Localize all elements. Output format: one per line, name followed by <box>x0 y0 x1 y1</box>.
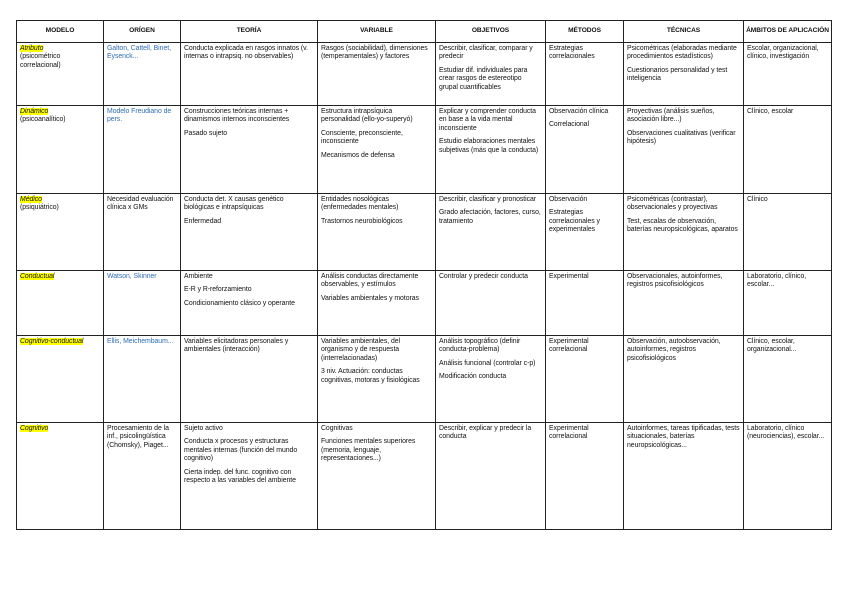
cell-ambitos <box>744 106 832 194</box>
cell-objetivos <box>436 336 546 423</box>
cell-metodos <box>546 194 624 271</box>
tecnicas-paragraph: Observacionales, autoinformes, registros psicofisiológicos <box>627 273 723 289</box>
objetivos-paragraph: Describir, clasificar, comparar y predecir <box>439 45 533 61</box>
cell-metodos <box>546 43 624 106</box>
cell-ambitos <box>744 336 832 423</box>
objetivos-paragraph: Describir, clasificar y pronosticar <box>439 196 537 203</box>
cell-modelo <box>17 194 104 271</box>
teoria-paragraph: Enfermedad <box>184 217 222 225</box>
model-name: Conductual <box>20 273 55 280</box>
cell-origen <box>104 423 181 530</box>
cell-ambitos <box>744 271 832 336</box>
cell-teoria <box>181 43 318 106</box>
variable-paragraph: Entidades nosológicas (enfermedades mentales) <box>321 196 399 212</box>
cell-variable <box>318 336 436 423</box>
tecnicas-paragraph: Cuestionarios personalidad y test inteligencia <box>627 66 728 83</box>
cell-teoria <box>181 194 318 271</box>
model-name: Cognitivo <box>20 425 49 432</box>
table-row <box>17 194 832 271</box>
cell-origen <box>104 336 181 423</box>
column-header-ambitos: ÁMBITOS DE APLICACIÓN <box>744 21 832 43</box>
cell-teoria <box>181 271 318 336</box>
cell-tecnicas <box>624 423 744 530</box>
cell-teoria <box>181 336 318 423</box>
teoria-paragraph: Pasado sujeto <box>184 129 228 137</box>
tecnicas-paragraph: Psicométricas (contrastar), observacionales y proyectivas <box>627 196 718 212</box>
cell-metodos <box>546 423 624 530</box>
model-subtitle: (psiquiátrico) <box>20 204 59 212</box>
model-name: Dinámico <box>20 108 49 115</box>
variable-paragraph: Trastornos neurobiológicos <box>321 217 403 225</box>
cell-modelo <box>17 106 104 194</box>
variable-paragraph: Estructura intrapsíquica personalidad (ello-yo-superyó) <box>321 108 413 124</box>
origin-text: Procesamiento de la inf., psicolingüística (Chomsky), Piaget... <box>107 425 169 449</box>
objetivos-paragraph: Describir, explicar y predecir la conducta <box>439 425 532 441</box>
cell-tecnicas <box>624 271 744 336</box>
ambitos-paragraph: Clínico <box>747 196 768 203</box>
table-header <box>17 21 832 43</box>
cell-metodos <box>546 106 624 194</box>
cell-variable <box>318 106 436 194</box>
column-header-origen: ORÍGEN <box>104 21 181 43</box>
model-name: Cognitivo-conductual <box>20 338 84 345</box>
variable-paragraph: Mecanismos de defensa <box>321 151 395 159</box>
objetivos-paragraph: Explicar y comprender conducta en base a la vida mental inconsciente <box>439 108 536 132</box>
variable-paragraph: Variables ambientales y motoras <box>321 294 419 302</box>
model-name: Atributo <box>20 45 44 52</box>
cell-origen <box>104 271 181 336</box>
origin-text: Ellis, Meichembaum... <box>107 338 174 345</box>
cell-origen <box>104 43 181 106</box>
cell-objetivos <box>436 106 546 194</box>
table-row <box>17 271 832 336</box>
ambitos-paragraph: Clínico, escolar, organizacional... <box>747 338 797 354</box>
cell-modelo <box>17 271 104 336</box>
cell-metodos <box>546 271 624 336</box>
column-header-tecnicas: TÉCNICAS <box>624 21 744 43</box>
variable-paragraph: Variables ambientales, del organismo y de respuesta (interrelacionadas) <box>321 338 401 362</box>
variable-paragraph: Cognitivas <box>321 425 353 432</box>
cell-tecnicas <box>624 43 744 106</box>
ambitos-paragraph: Laboratorio, clínico (neurociencias), escolar... <box>747 425 825 441</box>
table-row <box>17 43 832 106</box>
teoria-paragraph: Variables elicitadoras personales y ambientales (interacción) <box>184 338 289 354</box>
cell-teoria <box>181 106 318 194</box>
cell-variable <box>318 423 436 530</box>
table-body <box>17 43 832 530</box>
origin-text: Galton, Cattell, Binet, Eysenck... <box>107 45 171 61</box>
metodos-paragraph: Observación <box>549 196 588 203</box>
objetivos-paragraph: Estudiar dif. individuales para crear rasgos de estereotipo grupal cuantificables <box>439 66 528 91</box>
tecnicas-paragraph: Autoinformes, tareas tipificadas, tests situacionales, baterías neuropsicológicas... <box>627 425 740 449</box>
cell-variable <box>318 194 436 271</box>
tecnicas-paragraph: Psicométricas (elaboradas mediante procedimientos estadísticos) <box>627 45 737 61</box>
ambitos-paragraph: Laboratorio, clínico, escolar... <box>747 273 807 289</box>
cell-origen <box>104 194 181 271</box>
metodos-paragraph: Experimental correlacional <box>549 425 589 441</box>
cell-modelo <box>17 336 104 423</box>
cell-teoria <box>181 423 318 530</box>
models-table <box>16 20 832 530</box>
objetivos-paragraph: Análisis topográfico (definir conducta-problema) <box>439 338 521 354</box>
cell-tecnicas <box>624 106 744 194</box>
table-row <box>17 106 832 194</box>
tecnicas-paragraph: Proyectivas (análisis sueños, asociación libre...) <box>627 108 715 124</box>
model-name: Médico <box>20 196 42 203</box>
objetivos-paragraph: Grado afectación, factores, curso, tratamiento <box>439 209 541 225</box>
variable-paragraph: Consciente, preconsciente, inconsciente <box>321 129 403 146</box>
teoria-paragraph: Sujeto activo <box>184 425 223 432</box>
tecnicas-paragraph: Observaciones cualitativas (verificar hipótesis) <box>627 129 736 146</box>
variable-paragraph: Funciones mentales superiores (memoria, lenguaje, representaciones...) <box>321 438 416 463</box>
table-row <box>17 336 832 423</box>
metodos-paragraph: Estrategias correlacionales y experimentales <box>549 209 600 234</box>
column-header-objetivos: OBJETIVOS <box>436 21 546 43</box>
cell-objetivos <box>436 43 546 106</box>
metodos-paragraph: Experimental correlacional <box>549 338 589 354</box>
tecnicas-paragraph: Observación, autoobservación, autoinformes, registros psicofisiológicos <box>627 338 721 362</box>
model-subtitle: (psicoanalítico) <box>20 116 66 124</box>
variable-paragraph: 3 niv. Actuación: conductas cognitivas, motoras y fisiológicas <box>321 368 420 384</box>
objetivos-paragraph: Modificación conducta <box>439 373 507 381</box>
column-header-variable: VARIABLE <box>318 21 436 43</box>
cell-tecnicas <box>624 194 744 271</box>
ambitos-paragraph: Escolar, organizacional, clínico, investigación <box>747 45 819 61</box>
cell-objetivos <box>436 271 546 336</box>
cell-origen <box>104 106 181 194</box>
teoria-paragraph: Ambiente <box>184 273 213 280</box>
column-header-teoria: TEORÍA <box>181 21 318 43</box>
teoria-paragraph: Conducta explicada en rasgos innatos (v. internas o intrapsiq. no observables) <box>184 45 308 61</box>
cell-tecnicas <box>624 336 744 423</box>
teoria-paragraph: Conducta det. X causas genético biológicas e intrapsíquicas <box>184 196 284 212</box>
cell-objetivos <box>436 194 546 271</box>
teoria-paragraph: Condicionamiento clásico y operante <box>184 299 295 307</box>
origin-text: Watson, Skinner <box>107 273 157 280</box>
cell-modelo <box>17 43 104 106</box>
teoria-paragraph: Construcciones teóricas internas + dinamismos internos inconscientes <box>184 108 290 124</box>
teoria-paragraph: E-R y R-reforzamiento <box>184 286 252 294</box>
variable-paragraph: Análisis conductas directamente observables, y estímulos <box>321 273 419 289</box>
cell-variable <box>318 43 436 106</box>
cell-modelo <box>17 423 104 530</box>
teoria-paragraph: Conducta x procesos y estructuras mentales internas (función del mundo cognitivo) <box>184 438 298 463</box>
cell-ambitos <box>744 43 832 106</box>
objetivos-paragraph: Estudio elaboraciones mentales subjetivas (más que la conducta) <box>439 138 539 154</box>
cell-objetivos <box>436 423 546 530</box>
model-subtitle: (psicométrico correlacional) <box>20 53 61 69</box>
table-row <box>17 423 832 530</box>
cell-ambitos <box>744 194 832 271</box>
ambitos-paragraph: Clínico, escolar <box>747 108 794 115</box>
objetivos-paragraph: Análisis funcional (controlar c-p) <box>439 359 536 367</box>
metodos-paragraph: Experimental <box>549 273 589 280</box>
metodos-paragraph: Correlacional <box>549 121 589 129</box>
column-header-modelo: MODELO <box>17 21 104 43</box>
tecnicas-paragraph: Test, escalas de observación, baterías neuropsicológicas, aparatos <box>627 217 738 234</box>
variable-paragraph: Rasgos (sociabilidad), dimensiones (temperamentales) y factores <box>321 45 428 61</box>
cell-ambitos <box>744 423 832 530</box>
cell-metodos <box>546 336 624 423</box>
origin-text: Modelo Freudiano de pers. <box>107 108 172 124</box>
objetivos-paragraph: Controlar y predecir conducta <box>439 273 528 280</box>
cell-variable <box>318 271 436 336</box>
column-header-metodos: MÉTODOS <box>546 21 624 43</box>
origin-text: Necesidad evaluación clínica x GMs <box>107 196 174 212</box>
teoria-paragraph: Cierta indep. del func. cognitivo con respecto a las variables del ambiente <box>184 468 296 485</box>
metodos-paragraph: Estrategias correlacionales <box>549 45 595 61</box>
metodos-paragraph: Observación clínica <box>549 108 609 115</box>
